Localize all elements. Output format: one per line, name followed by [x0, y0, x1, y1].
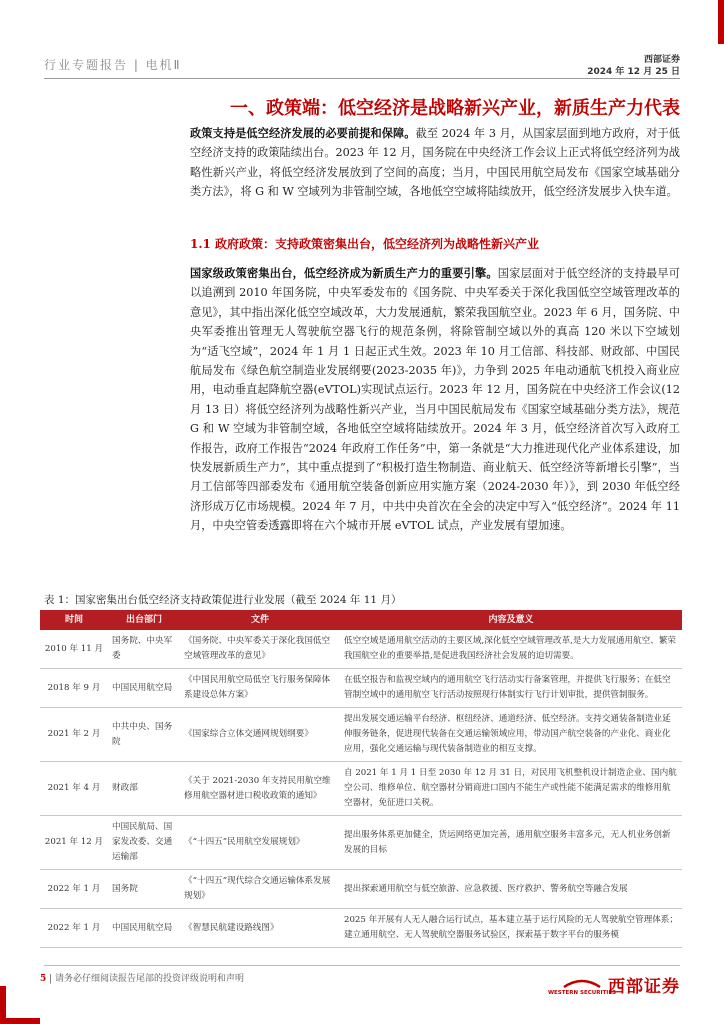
paragraph-1-lead: 政策支持是低空经济发展的必要前提和保障。: [190, 126, 416, 140]
cell-time: 2021 年 2 月: [40, 708, 108, 762]
footer-disclaimer: 请务必仔细阅读报告尾部的投资评级说明和声明: [55, 974, 245, 984]
paragraph-2: [190, 264, 680, 536]
table-header-content: 内容及意义: [340, 610, 682, 630]
table-header-file: 文件: [180, 610, 340, 630]
report-category: 行业专题报告 | 电机Ⅱ: [44, 58, 182, 72]
cell-file: 《中国民用航空局低空飞行服务保障体系建设总体方案》: [180, 669, 340, 708]
paragraph-1-body: 截至 2024 年 3 月，从国家层面到地方政府，对于低空经济支持的政策陆续出台。2023 年 12 月，国务院在中央经济工作会议上正式将低空经济列为战略性新兴产业，将低空经济发展放到了空间的高度；当月，中国民用航空局发布《国家空域基础分类方法》，将 G 和 W 空域列为非管制空域，各地低空空域将陆续放开，低空经济发展步入快车道。: [190, 127, 680, 199]
cell-file: 《关于 2021-2030 年支持民用航空维修用航空器材进口税收政策的通知》: [180, 762, 340, 816]
table-row: [40, 762, 682, 816]
cell-time: 2018 年 9 月: [40, 669, 108, 708]
cell-time: 2021 年 12 月: [40, 816, 108, 870]
cell-content: 提出探索通用航空与低空旅游、应急救援、医疗救护、警务航空等融合发展: [340, 870, 682, 909]
header-date: 2024 年 12 月 25 日: [587, 67, 680, 77]
cell-file: 《国家综合立体交通网规划纲要》: [180, 708, 340, 762]
cell-file: 《国务院、中央军委关于深化我国低空空域管理改革的意见》: [180, 630, 340, 669]
company-logo: [547, 972, 680, 997]
table-row: [40, 630, 682, 669]
cell-content: 自 2021 年 1 月 1 日至 2030 年 12 月 31 日，对民用飞机整机设计制造企业、国内航空公司、维修单位、航空器材分销商进口国内不能生产或性能不能满足需求的维修用航空器材，免征进口关税。: [340, 762, 682, 816]
cell-time: 2022 年 1 月: [40, 909, 108, 948]
cell-file: 《“十四五”现代综合交通运输体系发展规划》: [180, 870, 340, 909]
footer-divider: [44, 965, 680, 966]
logo-chinese-text: 西部证券: [608, 976, 680, 997]
logo-english-text: WESTERN SECURITIES: [547, 990, 617, 996]
footer-text: 5 | 请务必仔细阅读报告尾部的投资评级说明和声明: [40, 974, 245, 984]
cell-dept: 国务院: [108, 870, 180, 909]
policy-table: [40, 610, 682, 948]
table-header-time: 时间: [40, 610, 108, 630]
paragraph-2-body: 国家层面对于低空经济的支持最早可以追溯到 2010 年国务院，中央军委发布的《国务院、中央军委关于深化我国低空空域管理改革的意见》，其中指出深化低空空域改革，大力发展通航，繁荣我国航空业。2023 年 6 月，国务院、中央军委推出管理无人驾驶航空器飞行的规范条例，将除管制空域以外的真高 120 米以下空域划为“适飞空域”，2024 年 1 月 1 日起正式生效。2023 年 10 月工信部、科技部、财政部、中国民航局发布《绿色航空制造业发展纲要(2023-2035 年)》，力争到 2025 年电动通航飞机投入商业应用，电动垂直起降航空器(eVTOL)实现试点运行。2023 年 12 月，国务院在中央经济工作会议(12 月 13 日）将低空经济列为战略性新兴产业，当月中国民航局发布《国家空域基础分类方法》，规范 G 和 W 空域为非管制空域，各地低空空域将陆续放开。2024 年 3 月，低空经济首次写入政府工作报告，政府工作报告“2024 年政府工作任务”中，第一条就是“大力推进现代化产业体系建设，加快发展新质生产力”，其中重点提到了“积极打造生物制造、商业航天、低空经济等新增长引擎”，当月工信部等四部委发布《通用航空装备创新应用实施方案（2024-2030 年）》，到 2030 年低空经济形成万亿市场规模。2024 年 7 月，中共中央首次在全会的决定中写入“低空经济”。2024 年 11 月，中央空管委透露即将在六个城市开展 eVTOL 试点，产业发展有望加速。: [190, 267, 680, 533]
cell-dept: 财政部: [108, 762, 180, 816]
cell-time: 2022 年 1 月: [40, 870, 108, 909]
cell-content: 2025 年开展有人无人融合运行试点，基本建立基于运行风险的无人驾驶航空管理体系；建立通用航空、无人驾驶航空器服务试验区，探索基于数字平台的服务模: [340, 909, 682, 948]
cell-content: 提出服务体系更加健全，货运网络更加完善，通用航空服务丰富多元，无人机业务创新发展的目标: [340, 816, 682, 870]
table-row: [40, 816, 682, 870]
table-row: [40, 870, 682, 909]
cell-content: 在低空报告和监视空域内的通用航空飞行活动实行备案管理，并提供飞行服务；在低空管制空域中的通用航空飞行活动按照现行体制实行飞行计划审批，提供管制服务。: [340, 669, 682, 708]
table-row: [40, 708, 682, 762]
cell-dept: 中国民用航空局: [108, 669, 180, 708]
header-divider: [44, 78, 680, 79]
subsection-title: 1.1 政府政策：支持政策密集出台，低空经济列为战略性新兴产业: [190, 237, 540, 251]
cell-time: 2021 年 4 月: [40, 762, 108, 816]
table-row: [40, 909, 682, 948]
table-header-row: [40, 610, 682, 630]
corner-accent-bar: [718, 0, 724, 44]
cell-dept: 中国民用航空局: [108, 909, 180, 948]
table-row: [40, 669, 682, 708]
paragraph-1: [190, 124, 680, 202]
section-title: 一、政策端：低空经济是战略新兴产业，新质生产力代表: [230, 98, 680, 119]
corner-bracket-horizontal: [0, 1018, 40, 1024]
page-number: 5: [40, 974, 47, 984]
header-company: 西部证券: [643, 55, 680, 65]
cell-dept: 中共中央、国务院: [108, 708, 180, 762]
cell-time: 2010 年 11 月: [40, 630, 108, 669]
cell-file: 《智慧民航建设路线图》: [180, 909, 340, 948]
paragraph-2-lead: 国家级政策密集出台，低空经济成为新质生产力的重要引擎。: [190, 266, 498, 280]
cell-dept: 中国民航局、国家发改委、交通运输部: [108, 816, 180, 870]
table-header-dept: 出台部门: [108, 610, 180, 630]
cell-dept: 国务院、中央军委: [108, 630, 180, 669]
cell-content: 低空空域是通用航空活动的主要区域,深化低空空域管理改革,是大力发展通用航空、繁荣我国航空业的重要举措,是促进我国经济社会发展的迫切需要。: [340, 630, 682, 669]
table-caption: 表 1：国家密集出台低空经济支持政策促进行业发展（截至 2024 年 11 月）: [44, 594, 402, 606]
cell-file: 《“十四五”民用航空发展规划》: [180, 816, 340, 870]
cell-content: 提出发展交通运输平台经济、枢纽经济、通道经济、低空经济。支持交通装备制造业延伸服务链条，促进现代装备在交通运输领域应用，带动国产航空装备的产业化、商业化应用，强化交通运输与现代装备制造业的相互支撑。: [340, 708, 682, 762]
logo-mark-icon: [547, 973, 617, 996]
